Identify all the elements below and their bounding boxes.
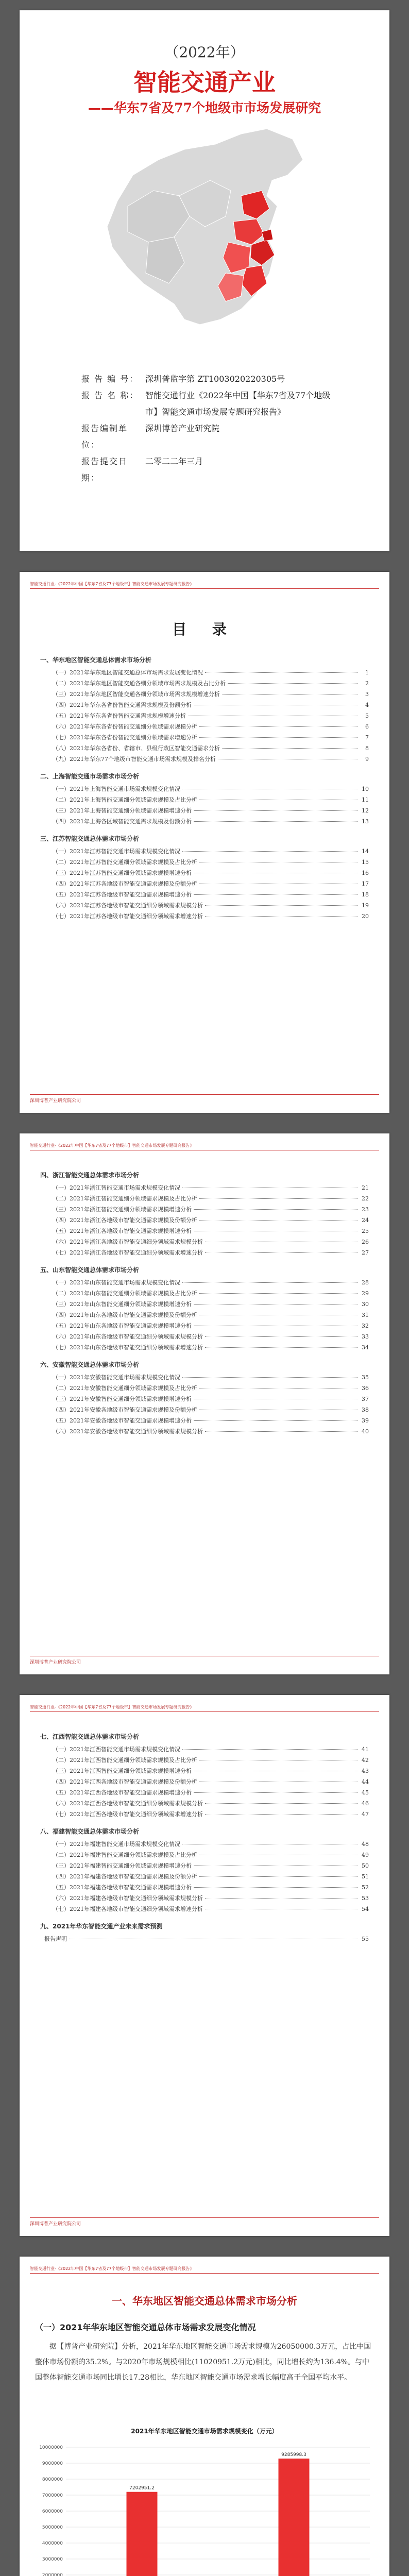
toc-entry[interactable]: [40, 879, 369, 890]
content-page-1: [20, 2257, 389, 2576]
toc-leader: [205, 1347, 357, 1348]
toc-entry-text: （四）2021年福建各地级市智能交通需求规模及份额分析: [53, 1873, 197, 1880]
toc-page-number: 2: [365, 680, 369, 687]
toc-entry-text: （六）2021年江西各地级市智能交通细分领域需求规模分析: [53, 1800, 203, 1807]
toc-leader: [182, 851, 357, 852]
toc-page-number: 28: [362, 1279, 369, 1286]
toc-entry-text: （五）2021年浙江各地级市智能交通需求规模增速分析: [53, 1228, 192, 1234]
toc-page-number: 8: [365, 745, 369, 752]
toc-page-number: 45: [362, 1789, 369, 1796]
toc-entry-text: （三）2021年华东地区智能交通各细分领域市场需求规模增速分析: [53, 691, 220, 698]
toc-page-number: 6: [365, 723, 369, 730]
toc-entry-text: （四）2021年江苏各地级市智能交通需求规模及份额分析: [53, 880, 197, 887]
toc-page-number: 33: [362, 1333, 369, 1340]
toc-page-number: 21: [362, 1184, 369, 1191]
toc-page-number: 11: [362, 796, 369, 803]
toc-entry-text: （一）2021年山东智能交通市场需求规模变化情况: [53, 1279, 180, 1286]
toc-entry[interactable]: [40, 817, 369, 828]
toc-leader: [205, 1803, 357, 1804]
toc-page-number: 35: [362, 1374, 369, 1381]
page-footer: 深圳博普产业研究院公司: [30, 1656, 379, 1665]
toc-page-number: 3: [365, 691, 369, 698]
toc-entry[interactable]: [40, 690, 369, 701]
bar: [279, 2459, 310, 2576]
body-paragraph: 据【博普产业研究院】分析，2021年华东地区智能交通市场需求规模为26050000.3万元，占比中国整体市场份额的35.2%。与2020年市场规模相比(11020951.2万元)相比，同比增长约为136.4%。与中国整体智能交通市场同比增长17.28相比，华东地区智能交通市场需求增长幅度高于全国平均水平。: [35, 2343, 371, 2382]
toc-entry-text: （一）2021年浙江智能交通市场需求规模变化情况: [53, 1184, 180, 1191]
toc-leader: [182, 1377, 357, 1378]
toc-entry-text: （六）2021年江苏各地级市智能交通细分领域需求规模分析: [53, 902, 203, 909]
toc-leader: [199, 726, 357, 727]
toc-list: [40, 649, 369, 923]
toc-entry-text: （七）2021年江西各地级市智能交通细分领域需求增速分析: [53, 1811, 203, 1818]
toc-page-number: 7: [365, 734, 369, 741]
toc-entry[interactable]: [40, 1238, 369, 1248]
toc-entry[interactable]: [40, 1278, 369, 1289]
toc-entry[interactable]: [40, 1756, 369, 1767]
toc-entry-text: （三）2021年福建智能交通细分领域需求规模增速分析: [53, 1862, 192, 1869]
toc-entry-text: （四）2021年华东各省份智能交通需求规模及份额分析: [53, 702, 192, 708]
toc-entry-text: （三）2021年山东智能交通细分领域需求规模增速分析: [53, 1301, 192, 1308]
toc-entry-text: （四）2021年上海各区域智能交通需求规模及份额分析: [53, 818, 192, 825]
toc-page-number: 29: [362, 1290, 369, 1297]
toc-entry-text: （四）2021年江西各地级市智能交通需求规模及份额分析: [53, 1778, 197, 1785]
toc-page-number: 44: [362, 1778, 369, 1785]
toc-entry[interactable]: [40, 733, 369, 744]
toc-page-number: 51: [362, 1873, 369, 1880]
toc-entry-text: （六）2021年安徽各地级市智能交通细分领域需求规模分析: [53, 1428, 203, 1435]
toc-entry-text: （七）2021年浙江各地级市智能交通细分领域需求增速分析: [53, 1249, 203, 1256]
toc-entry[interactable]: [40, 1777, 369, 1788]
toc-leader: [194, 821, 357, 822]
toc-page-number: 1: [365, 669, 369, 676]
toc-entry-text: （三）2021年江苏智能交通细分领域需求规模增速分析: [53, 870, 192, 876]
toc-entry[interactable]: [40, 722, 369, 733]
toc-entry[interactable]: [40, 1321, 369, 1332]
toc-entry[interactable]: [40, 1799, 369, 1810]
toc-entry-text: （一）2021年福建智能交通市场需求规模变化情况: [53, 1841, 180, 1848]
toc-page-number: 50: [362, 1862, 369, 1869]
toc-page-number: 42: [362, 1757, 369, 1764]
toc-leader: [194, 1887, 357, 1888]
toc-entry[interactable]: [40, 1395, 369, 1405]
toc-entry-text: （七）2021年山东各地级市智能交通细分领域需求增速分析: [53, 1344, 203, 1351]
toc-leader: [222, 748, 357, 749]
toc-page-number: 23: [362, 1206, 369, 1213]
toc-entry[interactable]: [40, 795, 369, 806]
toc-section-title[interactable]: 八、福建智能交通总体需求市场分析: [40, 1828, 140, 1835]
toc-entry-text: （三）2021年上海智能交通细分领域需求规模增速分析: [53, 807, 192, 814]
toc-page-2: [20, 1133, 389, 1674]
y-tick-label: 8000000: [42, 2477, 63, 2482]
toc-page-number: 15: [362, 859, 369, 866]
toc-page-number: 14: [362, 848, 369, 855]
toc-entry[interactable]: [40, 744, 369, 755]
toc-entry[interactable]: [40, 1905, 369, 1916]
toc-entry[interactable]: [40, 847, 369, 858]
toc-entry[interactable]: [40, 912, 369, 923]
toc-entry[interactable]: [40, 1194, 369, 1205]
toc-entry-text: （三）2021年浙江智能交通细分领域需求规模增速分析: [53, 1206, 192, 1213]
toc-page-number: 20: [362, 913, 369, 920]
toc-entry[interactable]: [40, 1405, 369, 1416]
toc-page-number: 25: [362, 1228, 369, 1234]
y-tick-label: 6000000: [42, 2509, 63, 2514]
y-tick-label: 2000000: [42, 2573, 63, 2576]
toc-section-title[interactable]: 七、江西智能交通总体需求市场分析: [40, 1733, 140, 1740]
toc-leader: [182, 1282, 357, 1283]
toc-entry[interactable]: [40, 1810, 369, 1821]
toc-page-number: 10: [362, 786, 369, 792]
toc-entry-text: （五）2021年安徽各地级市智能交通需求规模增速分析: [53, 1417, 192, 1424]
toc-leader: [205, 1814, 357, 1815]
y-tick-label: 3000000: [42, 2557, 63, 2562]
toc-entry-text: （五）2021年江西各地级市智能交通需求规模增速分析: [53, 1789, 192, 1796]
toc-entry[interactable]: [40, 869, 369, 879]
toc-entry[interactable]: [40, 1289, 369, 1300]
toc-entry-text: （一）2021年华东地区智能交通总体市场需求发展变化情况: [53, 669, 203, 676]
toc-leader: [182, 1749, 357, 1750]
y-tick-label: 4000000: [42, 2541, 63, 2546]
toc-leader: [194, 894, 357, 895]
info-row: 报 告 名 称： 智能交通行业《2022年中国【华东7省及77个地级市】智能交通市场发展专题研究报告》: [81, 391, 331, 417]
toc-entry[interactable]: [40, 1300, 369, 1311]
toc-entry[interactable]: [40, 1872, 369, 1883]
toc-entry[interactable]: [40, 1894, 369, 1905]
y-tick-label: 10000000: [39, 2445, 63, 2450]
toc-entry[interactable]: [40, 1745, 369, 1756]
toc-entry[interactable]: [40, 1427, 369, 1438]
toc-page-number: 31: [362, 1312, 369, 1318]
toc-leader: [205, 905, 357, 906]
toc-leader: [199, 1876, 357, 1877]
toc-entry-text: （一）2021年江西智能交通市场需求规模变化情况: [53, 1746, 180, 1753]
toc-entry[interactable]: [40, 1332, 369, 1343]
toc-leader: [205, 916, 357, 917]
toc-title: 目 录: [172, 621, 237, 638]
toc-leader: [205, 1431, 357, 1432]
toc-entry-text: （五）2021年山东各地级市智能交通需求规模增速分析: [53, 1323, 192, 1329]
toc-list: [40, 1726, 369, 1945]
toc-page-number: 49: [362, 1852, 369, 1858]
toc-entry-text: （六）2021年浙江各地级市智能交通细分领域需求规模分析: [53, 1239, 203, 1245]
toc-entry[interactable]: [40, 1205, 369, 1216]
y-tick-label: 9000000: [42, 2461, 63, 2466]
toc-leader: [194, 1209, 357, 1210]
toc-entry-text: （二）2021年山东智能交通细分领域需求规模及占比分析: [53, 1290, 197, 1297]
toc-page-number: 52: [362, 1884, 369, 1891]
toc-entry-text: （二）2021年华东地区智能交通各细分领域市场需求规模及占比分析: [53, 680, 226, 687]
toc-page-number: 30: [362, 1301, 369, 1308]
section-heading: 一、华东地区智能交通总体需求市场分析: [112, 2295, 297, 2307]
toc-leader: [228, 683, 357, 684]
toc-entry-text: （七）2021年华东各省份智能交通细分领域需求增速分析: [53, 734, 197, 741]
toc-entry-text: （一）2021年上海智能交通市场需求规模变化情况: [53, 786, 180, 792]
toc-entry[interactable]: [40, 1343, 369, 1354]
toc-section-title[interactable]: 二、上海智能交通市场需求市场分析: [40, 773, 140, 780]
toc-entry-text: （六）2021年华东各省份智能交通细分领域需求规模分析: [53, 723, 197, 730]
subsection-heading: （一）2021年华东地区智能交通总体市场需求发展变化情况: [35, 2323, 256, 2332]
toc-section-title[interactable]: 九、2021年华东智能交通产业未来需求预测: [40, 1923, 163, 1930]
toc-section-title[interactable]: 六、安徽智能交通总体需求市场分析: [40, 1361, 140, 1368]
toc-entry-text: （三）2021年安徽智能交通细分领域需求规模增速分析: [53, 1396, 192, 1402]
toc-entry-text: （三）2021年江西智能交通细分领域需求规模增速分析: [53, 1768, 192, 1774]
toc-entry-text: （七）2021年江苏各地级市智能交通细分领域需求增速分析: [53, 913, 203, 920]
toc-page-number: 4: [365, 702, 369, 708]
toc-leader: [205, 1336, 357, 1337]
toc-page-number: 36: [362, 1385, 369, 1392]
toc-page-number: 5: [365, 713, 369, 719]
toc-entry-text: （五）2021年华东各省份智能交通需求规模增速分析: [53, 713, 186, 719]
toc-page-1: [20, 572, 389, 1113]
toc-entry[interactable]: [40, 1788, 369, 1799]
toc-page-number: 17: [362, 880, 369, 887]
toc-entry-text: （六）2021年福建各地级市智能交通细分领域需求规模分析: [53, 1895, 203, 1902]
toc-leader: [199, 1198, 357, 1199]
toc-section-title[interactable]: 一、华东地区智能交通总体需求市场分析: [40, 656, 152, 664]
toc-entry[interactable]: [40, 901, 369, 912]
toc-section-title[interactable]: 五、山东智能交通总体需求市场分析: [40, 1266, 140, 1274]
info-row: 报告提交日期： 二零二二年三月: [81, 456, 203, 483]
toc-entry-text: （一）2021年安徽智能交通市场需求规模变化情况: [53, 1374, 180, 1381]
toc-entry-text: （六）2021年山东各地级市智能交通细分领域需求规模分析: [53, 1333, 203, 1340]
toc-entry[interactable]: [40, 1840, 369, 1851]
toc-entry[interactable]: [40, 755, 369, 766]
cover-subtitle: ——华东7省及77个地级市市场发展研究: [88, 100, 321, 115]
bar: [127, 2492, 158, 2576]
cover-page: [20, 10, 389, 551]
chart-title: 2021年华东地区智能交通市场需求规模变化（万元）: [131, 2428, 278, 2435]
toc-entry[interactable]: [40, 890, 369, 901]
toc-entry[interactable]: [40, 1935, 369, 1945]
toc-entry[interactable]: [40, 858, 369, 869]
toc-entry[interactable]: [40, 1767, 369, 1777]
toc-leader: [205, 1252, 357, 1253]
toc-leader: [199, 737, 357, 738]
toc-entry-text: 报告声明: [44, 1936, 67, 1942]
toc-entry[interactable]: [40, 1311, 369, 1321]
toc-entry-text: （四）2021年安徽各地级市智能交通需求规模及份额分析: [53, 1406, 197, 1413]
toc-entry-text: （七）2021年福建各地级市智能交通细分领域需求增速分析: [53, 1906, 203, 1912]
toc-entry-text: （四）2021年浙江各地级市智能交通需求规模及份额分析: [53, 1217, 197, 1224]
toc-entry-text: （一）2021年江苏智能交通市场需求规模变化情况: [53, 848, 180, 855]
toc-entry-text: （二）2021年福建智能交通细分领域需求规模及占比分析: [53, 1852, 197, 1858]
y-tick-label: 5000000: [42, 2525, 63, 2530]
toc-entry-text: （九）2021年华东77个地级市智能交通市场需求规模及排名分析: [53, 756, 216, 762]
toc-entry-text: （二）2021年上海智能交通细分领域需求规模及占比分析: [53, 796, 197, 803]
page-footer: 深圳博普产业研究院公司: [30, 2217, 379, 2227]
toc-entry[interactable]: [40, 1216, 369, 1227]
toc-page-number: 26: [362, 1239, 369, 1245]
toc-section-title[interactable]: 三、江苏智能交通总体需求市场分析: [40, 835, 140, 842]
toc-page-number: 24: [362, 1217, 369, 1224]
toc-page-number: 37: [362, 1396, 369, 1402]
data-label: 7202951.2: [129, 2485, 155, 2491]
y-tick-label: 7000000: [42, 2493, 63, 2498]
toc-entry[interactable]: [40, 806, 369, 817]
toc-page-number: 27: [362, 1249, 369, 1256]
toc-leader: [199, 1293, 357, 1294]
toc-page-number: 13: [362, 818, 369, 825]
toc-page-number: 54: [362, 1906, 369, 1912]
toc-entry-text: （八）2021年华东各省份、省辖市、县级行政区智能交通需求分析: [53, 745, 220, 752]
toc-page-3: [20, 1695, 389, 2236]
toc-entry[interactable]: [40, 679, 369, 690]
toc-page-number: 39: [362, 1417, 369, 1424]
toc-entry[interactable]: [40, 1373, 369, 1384]
cover-year: （2022年）: [164, 44, 245, 61]
toc-entry[interactable]: [40, 1384, 369, 1395]
toc-page-number: 9: [365, 756, 369, 762]
toc-page-number: 32: [362, 1323, 369, 1329]
toc-entry[interactable]: [40, 785, 369, 795]
cover-title: 智能交通产业: [133, 69, 276, 96]
toc-page-number: 53: [362, 1895, 369, 1902]
toc-entry-text: （五）2021年江苏各地级市智能交通需求规模增速分析: [53, 891, 192, 898]
toc-entry-text: （二）2021年江西智能交通细分领域需求规模及占比分析: [53, 1757, 197, 1764]
page-header: 智能交通行业-《2022年中国【华东7省及77个地级市】智能交通市场发展专题研究报告》: [30, 1143, 379, 1150]
toc-entry[interactable]: [40, 1883, 369, 1894]
toc-leader: [205, 1898, 357, 1899]
toc-page-number: 41: [362, 1746, 369, 1753]
toc-leader: [194, 810, 357, 811]
toc-entry[interactable]: [40, 1183, 369, 1194]
toc-entry[interactable]: [40, 701, 369, 711]
toc-page-number: 55: [362, 1936, 369, 1942]
page-header: 智能交通行业-《2022年中国【华东7省及77个地级市】智能交通市场发展专题研究报告》: [30, 1704, 379, 1712]
toc-list: [40, 1164, 369, 1438]
toc-entry[interactable]: [40, 1248, 369, 1259]
toc-page-number: 34: [362, 1344, 369, 1351]
cover-info: [81, 371, 331, 486]
china-map-icon: [97, 118, 313, 345]
toc-page-number: 22: [362, 1195, 369, 1202]
toc-leader: [194, 1420, 357, 1421]
toc-entry-text: （四）2021年山东各地级市智能交通需求规模及份额分析: [53, 1312, 197, 1318]
toc-page-number: 38: [362, 1406, 369, 1413]
toc-page-number: 46: [362, 1800, 369, 1807]
toc-entry-text: （二）2021年浙江智能交通细分领域需求规模及占比分析: [53, 1195, 197, 1202]
toc-page-number: 18: [362, 891, 369, 898]
toc-page-number: 43: [362, 1768, 369, 1774]
bar-chart: [20, 2437, 389, 2576]
toc-page-number: 47: [362, 1811, 369, 1818]
toc-entry-text: （二）2021年安徽智能交通细分领域需求规模及占比分析: [53, 1385, 197, 1392]
toc-leader: [194, 1792, 357, 1793]
toc-entry-text: （二）2021年江苏智能交通细分领域需求规模及占比分析: [53, 859, 197, 866]
toc-page-number: 48: [362, 1841, 369, 1848]
toc-entry[interactable]: [40, 711, 369, 722]
toc-entry[interactable]: [40, 1861, 369, 1872]
toc-page-number: 40: [362, 1428, 369, 1435]
info-row: 报告编制单位： 深圳博普产业研究院: [81, 423, 220, 450]
toc-page-number: 19: [362, 902, 369, 909]
toc-entry[interactable]: [40, 1227, 369, 1238]
toc-section-title[interactable]: 四、浙江智能交通总体需求市场分析: [40, 1172, 140, 1179]
toc-entry[interactable]: [40, 668, 369, 679]
toc-entry[interactable]: [40, 1416, 369, 1427]
page-footer: 深圳博普产业研究院公司: [30, 1094, 379, 1104]
toc-entry[interactable]: [40, 1851, 369, 1861]
toc-entry-text: （五）2021年福建各地级市智能交通需求规模增速分析: [53, 1884, 192, 1891]
toc-page-number: 16: [362, 870, 369, 876]
toc-page-number: 12: [362, 807, 369, 814]
toc-leader: [205, 672, 357, 673]
page-header: 智能交通行业-《2022年中国【华东7省及77个地级市】智能交通市场发展专题研究报告》: [30, 581, 379, 589]
info-row: 报 告 编 号： 深圳普监字第 ZT1003020220305号: [81, 374, 285, 384]
toc-leader: [199, 1220, 357, 1221]
page-header: 智能交通行业-《2022年中国【华东7省及77个地级市】智能交通市场发展专题研究报告》: [30, 2266, 379, 2274]
data-label: 9285998.3: [281, 2452, 306, 2458]
